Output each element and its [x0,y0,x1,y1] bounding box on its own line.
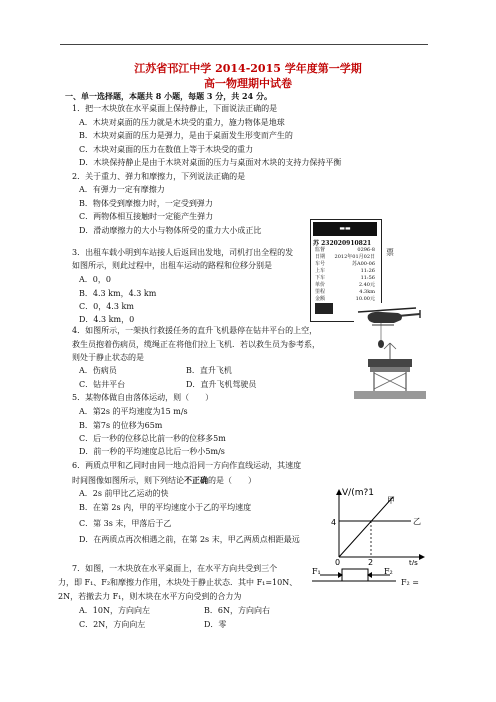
q4-option-d: D．直升飞机驾驶员 [186,380,257,389]
graph-x-tick-2: 2 [368,558,374,565]
q2-option-b: B．物体受到摩擦力时，一定受到弹力 [79,199,213,208]
force-f1-label: F₁ [312,567,321,576]
graph-x-arrow [419,554,425,560]
velocity-time-graph [327,487,427,565]
q3-stem-line1: 3．出租车载小明到车站接人后返回出发地，司机打出全程的发 [72,248,294,257]
q2-option-d: D．滑动摩擦力的大小与物体所受的重力大小成正比 [79,226,262,235]
graph-label-yi: 乙 [413,517,421,526]
q6-option-c: C．第 3s 末，甲落后于乙 [79,519,172,528]
receipt-stamp [315,303,333,314]
q7-stem-line2-tail: F₂ = [401,578,420,587]
q6-stem-line2: 时间图像如图所示，则下列结论不正确的是（ ） [72,475,256,485]
graph-x-label: t/s [409,559,418,565]
q3-stem-tail: 票 [386,248,394,257]
q1-option-d: D．木块保持静止是由于木块对桌面的压力与桌面对木块的支持力保持平衡 [79,158,342,167]
section-heading: 一、单一选择题，本题共 8 小题，每题 3 分，共 24 分。 [65,91,272,101]
q3-option-a: A．0，0 [79,275,111,284]
q7-option-d: D．零 [204,620,227,629]
q5-option-a: A．第2s 的平均速度为15 m/s [79,407,188,416]
q7-option-b: B．6N，方向向右 [204,606,270,615]
q7-stem-line3: 2N，若撤去力 F₁，则木块在水平方向受到的合力为 [58,592,242,601]
q2-option-c: C．两物体相互接触时一定能产生弹力 [79,212,214,221]
q4-stem-line1: 4．如图所示，一架执行救援任务的直升飞机悬停在钻井平台的上空， [72,326,318,335]
graph-y-label: V/(m?1 [342,488,374,498]
q7-option-a: A．10N，方向向左 [79,606,150,615]
q1-option-b: B．木块对桌面的压力是弹力，是由于桌面发生形变而产生的 [79,131,293,140]
q6-option-b: B．在第 2s 内，甲的平均速度小于乙的平均速度 [79,503,252,512]
receipt-number: 苏 232020910821 [313,240,372,247]
graph-label-jia: 甲 [387,496,395,505]
q1-option-a: A．木块对桌面的压力就是木块受的重力，施力物体是地球 [79,118,285,127]
q1-option-c: C．木块对桌面的压力在数值上等于木块受的重力 [79,145,254,154]
q6-not-correct-emphasis: 不正确 [184,475,208,485]
q6-option-d: D．在两质点再次相遇之前，在第 2s 末，甲乙两质点相距最远 [79,535,300,544]
force-f2-label: F₂ [384,567,393,576]
header-rule [60,44,428,45]
q1-stem: 1．把一木块放在水平桌面上保持静止，下面说法正确的是 [72,104,278,113]
q3-option-c: C．0，4.3 km [79,302,134,311]
helicopter-rescue-figure [354,303,426,399]
q7-option-c: C．2N，方向向左 [79,620,146,629]
q2-stem: 2．关于重力、弹力和摩擦力，下列说法正确的是 [72,172,246,181]
graph-line-jia [339,497,393,557]
q4-option-b: B．直升飞机 [186,366,232,375]
q6-stem-line1: 6．两质点甲和乙同时由同一地点沿同一方向作直线运动，其速度 [72,461,302,470]
q5-option-b: B．第7s 的位移为65m [79,421,163,430]
q7-stem-line2: 力，即 F₁、F₂和摩擦力作用，木块处于静止状态．其中 F₁=10N、 [58,578,298,587]
receipt-header-bar: ▬▬ [313,222,377,236]
q6-option-a: A．2s 前甲比乙运动的快 [79,489,169,498]
q4-stem-line3: 则处于静止状态的是 [72,353,144,362]
q5-option-d: D．前一秒的平均速度总比后一秒小5m/s [79,447,225,456]
q5-stem: 5．某物体做自由落体运动，则（ ） [72,393,214,402]
q4-option-a: A．伤病员 [79,366,117,375]
graph-y-tick-4: 4 [331,518,337,527]
graph-origin-label: 0 [335,558,341,565]
q2-option-a: A．有弹力一定有摩擦力 [79,185,165,194]
q3-stem-line2: 如图所示，则此过程中，出租车运动的路程和位移分别是 [72,261,272,270]
q3-option-b: B．4.3 km，4.3 km [79,289,157,298]
q7-stem-line1: 7．如图，一木块放在水平桌面上，在水平方向共受到三个 [72,564,278,573]
wooden-block [342,569,368,581]
exam-title-line2: 高一物理期中试卷 [204,77,292,90]
q5-option-c: C．后一秒的位移总比前一秒的位移多5m [79,434,226,443]
q4-option-c: C．钻井平台 [79,380,126,389]
q3-option-d: D．4.3 km，0 [79,315,135,324]
q4-stem-line2: 救生员抱着伤病员，缆绳正在将他们拉上飞机．若以救生员为参考系， [72,340,320,349]
exam-title-line1: 江苏省邗江中学 2014-2015 学年度第一学期 [134,62,362,75]
taxi-receipt-figure: ▬▬ 苏 232020910821 监督 0296-8 日期 2012年01月02日 车号 苏A00-06 上车 11:26 下车 11:56 单价 2.40元 里程 4.3km 金额 10.00元 [310,219,382,322]
block-forces-figure [312,565,396,583]
